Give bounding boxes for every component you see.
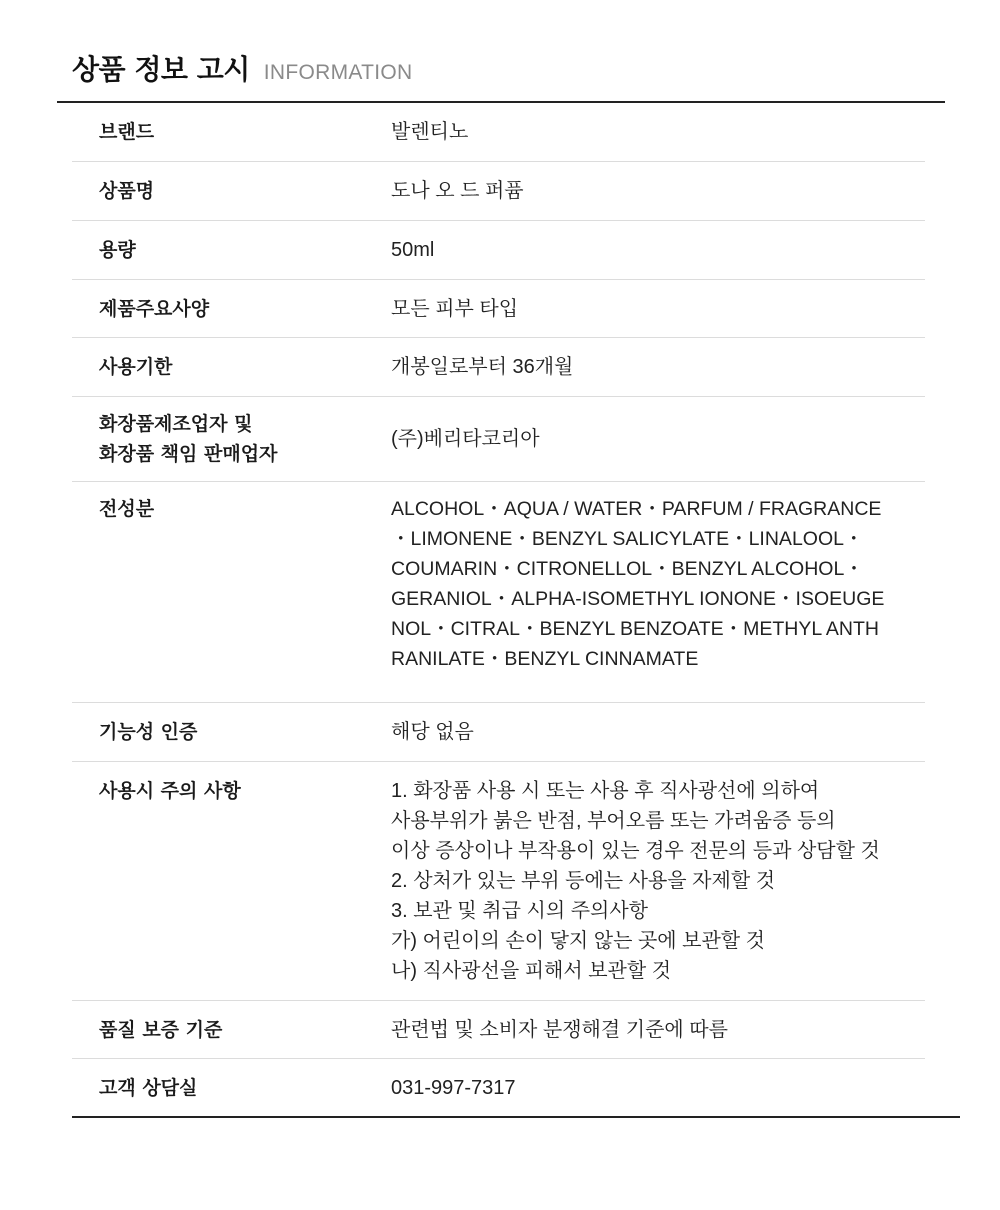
row-value: 모든 피부 타입 xyxy=(391,297,519,320)
row-value: 관련법 및 소비자 분쟁해결 기준에 따름 xyxy=(391,1018,728,1041)
row-value: ALCOHOL・AQUA / WATER・PARFUM / FRAGRANCE ・LIMONENE・BENZYL SALICYLATE・LINALOOL・ COUMARIN・CITRONELLOL・BENZYL ALCOHOL・ GERANIOL・ALPHA-ISOMETHYL IONONE・ISOEUGE NOL・CITRAL・BENZYL BENZOATE・METHYL ANTH RANILATE・BENZYL CINNAMATE xyxy=(391,498,885,670)
table-row-product-name xyxy=(72,162,925,221)
page-header xyxy=(72,48,413,88)
table-row-ingredients xyxy=(72,482,925,703)
row-label: 사용기한 xyxy=(99,356,173,378)
page-title: 상품 정보 고시 xyxy=(72,53,250,86)
row-value: 개봉일로부터 36개월 xyxy=(391,356,574,378)
product-info-table xyxy=(72,103,925,1117)
table-row-expiry xyxy=(72,338,925,397)
row-label: 용량 xyxy=(99,239,136,261)
table-row-manufacturer xyxy=(72,397,925,482)
row-value: 발렌티노 xyxy=(391,121,469,143)
row-value: (주)베리타코리아 xyxy=(391,428,540,450)
table-row-precautions xyxy=(72,762,925,1001)
page-subtitle: INFORMATION xyxy=(263,61,413,84)
row-label: 전성분 xyxy=(99,498,155,520)
row-label: 브랜드 xyxy=(99,121,155,143)
table-row-brand xyxy=(72,103,925,162)
table-bottom-divider xyxy=(72,1116,960,1118)
row-value: 도나 오 드 퍼퓸 xyxy=(391,180,524,202)
row-label: 제품주요사양 xyxy=(99,297,210,320)
row-label: 고객 상담실 xyxy=(99,1077,198,1099)
table-row-quality xyxy=(72,1001,925,1059)
row-label: 상품명 xyxy=(99,180,155,202)
row-value: 031-997-7317 xyxy=(391,1077,516,1099)
row-value: 해당 없음 xyxy=(391,721,474,743)
row-label: 사용시 주의 사항 xyxy=(99,780,241,802)
table-row-customer-service xyxy=(72,1059,925,1117)
row-label: 화장품제조업자 및 화장품 책임 판매업자 xyxy=(99,413,278,465)
row-label: 기능성 인증 xyxy=(99,721,198,743)
table-row-functional xyxy=(72,703,925,762)
row-value: 1. 화장품 사용 시 또는 사용 후 직사광선에 의하여 사용부위가 붉은 반점, 부어오름 또는 가려움증 등의 이상 증상이나 부작용이 있는 경우 전문의 등과 상담할 것 2. 상처가 있는 부위 등에는 사용을 자제할 것 3. 보관 및 취급 시의 주의사항 가) 어린이의 손이 닿지 않는 곳에 보관할 것 나) 직사광선을 피해서 보관할 것 xyxy=(391,780,880,982)
row-label: 품질 보증 기준 xyxy=(99,1018,223,1041)
table-row-volume xyxy=(72,221,925,280)
row-value: 50ml xyxy=(391,239,435,261)
table-row-spec xyxy=(72,280,925,338)
